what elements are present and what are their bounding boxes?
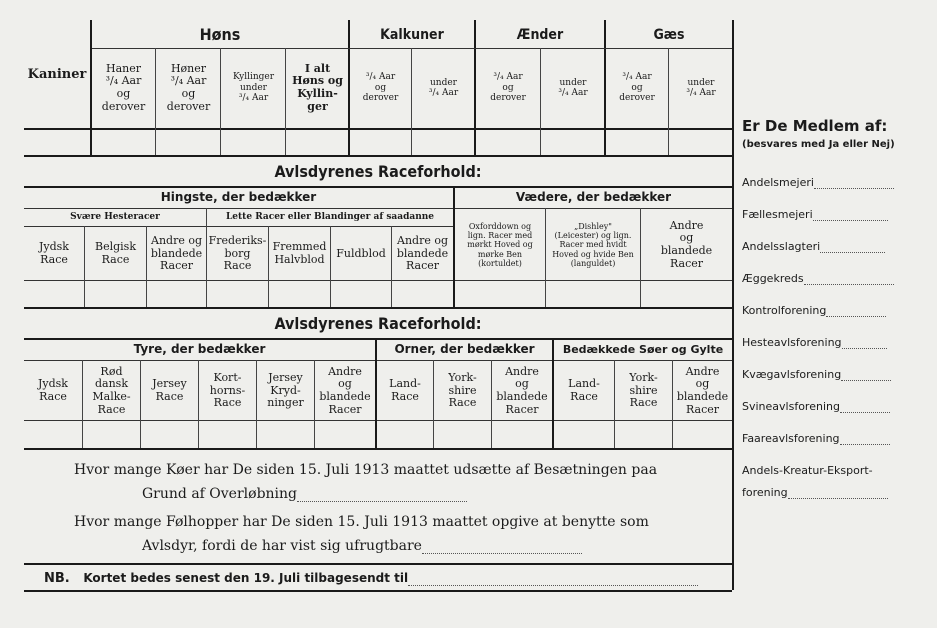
hesteavlsforening-answer[interactable]: [842, 348, 887, 349]
col-haner: Haner ³/₄ Aar og derover: [101, 61, 146, 113]
col-andre-orne: Andre og blandede Racer: [496, 364, 548, 416]
col-belgisk: Belgisk Race: [95, 240, 136, 266]
membership-eksportforening-line2: forening: [742, 486, 888, 499]
membership-hesteavlsforening: Hesteavlsforening: [742, 336, 887, 349]
col-york-orne: York- shire Race: [448, 371, 477, 410]
andelsslagteri-answer[interactable]: [820, 252, 885, 253]
orner-header: Orner, der bedækker: [394, 342, 535, 357]
membership-andelsmejeri: Andelsmejeri: [742, 176, 894, 189]
col-fuldblod: Fuldblod: [336, 246, 386, 260]
faareavlsforening-answer[interactable]: [840, 444, 890, 445]
membership-faellesmejeri: Fællesmejeri: [742, 208, 888, 221]
col-gaes-over: ³/₄ Aar og derover: [619, 72, 655, 104]
membership-svineavlsforening: Svineavlsforening: [742, 400, 890, 413]
svaere-header: Svære Hesteracer: [70, 212, 160, 223]
aender-header: Ænder: [516, 26, 564, 43]
kontrolforening-answer[interactable]: [826, 316, 886, 317]
kvaegavlsforening-answer[interactable]: [841, 380, 891, 381]
col-york-so: York- shire Race: [629, 371, 658, 410]
hingste-header: Hingste, der bedække​r: [160, 190, 317, 205]
membership-faareavlsforening: Faareavlsforening: [742, 432, 890, 445]
section2-title: Avlsdyrenes Raceforhold:: [274, 313, 482, 333]
section1-title: Avlsdyrenes Raceforhold:: [274, 161, 482, 181]
nb-label: NB.: [44, 571, 70, 586]
hons-header: Høns: [199, 24, 241, 44]
nb-text: Kortet bedes senest den 19. Juli tilbagesendt til: [83, 571, 409, 585]
col-andre-faar: Andre og blandede Racer: [660, 218, 713, 270]
col-andre-so: Andre og blandede Racer: [676, 364, 729, 416]
col-land-so: Land- Race: [568, 377, 600, 403]
membership-kontrolforening: Kontrolforening: [742, 304, 886, 317]
col-korthorns: Kort- horns- Race: [209, 371, 246, 410]
col-fremmed: Fremmed Halvblod: [272, 240, 327, 266]
question1-answer-line[interactable]: [297, 501, 467, 502]
question2-line2: [142, 538, 582, 554]
col-andre-hest1: Andre og blandede Racer: [150, 234, 203, 273]
lette-header: Lette Racer eller Blandinger af saadanne: [225, 212, 435, 223]
membership-aeggekreds: Æggekreds: [742, 272, 894, 285]
nb-line: [44, 571, 698, 586]
tyre-header: Tyre, der bedækker: [133, 342, 266, 357]
col-kalk-over: ³/₄ Aar og derover: [362, 72, 399, 104]
col-jydsk-tyr: Jydsk Race: [38, 377, 68, 403]
membership-kvaegavlsforening: Kvægavlsforening: [742, 368, 891, 381]
aeggekreds-answer[interactable]: [804, 284, 894, 285]
question1-line1: Hvor mange Køer har De siden 15. Juli 1913 maattet udsætte af Besætningen paa: [74, 462, 658, 478]
col-honer: Høner ³/₄ Aar og derover: [166, 61, 211, 113]
svineavlsforening-answer[interactable]: [840, 412, 890, 413]
eksportforening-answer[interactable]: [788, 498, 888, 499]
return-address-line[interactable]: [408, 585, 698, 586]
vaedere-header: Vædere, der bedækker: [515, 190, 672, 205]
col-kalk-under: under ³/₄ Aar: [428, 77, 459, 98]
kaniner-header: Kaniner: [27, 66, 87, 82]
col-aend-over: ³/₄ Aar og derover: [490, 72, 526, 104]
membership-andelsslagteri: Andelsslagteri: [742, 240, 885, 253]
membership-eksportforening-line1: Andels-Kreatur-Eksport-: [742, 464, 873, 477]
question2-line1: Hvor mange Følhopper har De siden 15. Juli 1913 maattet opgive at benytte som: [74, 514, 649, 530]
col-andre-hest2: Andre og blandede Racer: [396, 234, 449, 273]
col-jydsk-hest: Jydsk Race: [39, 240, 69, 266]
col-oxford: Oxforddown og lign. Racer med mørkt Hoved og mørke Ben (kortuldet): [467, 222, 533, 268]
andelsmejeri-answer[interactable]: [814, 188, 894, 189]
question1-line2: [142, 486, 467, 502]
kalkuner-header: Kalkuner: [380, 26, 444, 43]
col-aend-under: under ³/₄ Aar: [558, 77, 588, 98]
col-jersey-kryd: Jersey Kryd- ninger: [267, 371, 304, 410]
col-jersey: Jersey Race: [152, 377, 187, 403]
col-frederiksborg: Frederiks- borg Race: [208, 234, 267, 273]
faellesmejeri-answer[interactable]: [813, 220, 888, 221]
col-land-orne: Land- Race: [389, 377, 421, 403]
col-rod-dansk: Rød dansk Malke- Race: [92, 364, 131, 416]
col-andre-tyr: Andre og blandede Racer: [319, 364, 371, 416]
col-kyllinger: Kyllinger under ³/₄ Aar: [232, 72, 275, 104]
question1-text: Grund af Overløbning: [142, 486, 298, 502]
question2-text: Avlsdyr, fordi de har vist sig ufrugtbare: [142, 538, 422, 554]
col-gaes-under: under ³/₄ Aar: [686, 77, 716, 98]
col-ialt: I alt Høns og Kyllin- ger: [292, 61, 343, 113]
soer-header: Bedækkede Søer og Gylte: [562, 342, 724, 356]
sidebar-subheading: (besvares med Ja eller Nej): [742, 139, 895, 150]
gaes-header: Gæs: [653, 26, 685, 43]
col-dishley: „Dishley" (Leicester) og lign. Racer med hvidt Hoved og hvide Ben (languldet): [552, 222, 634, 268]
question2-answer-line[interactable]: [422, 553, 582, 554]
sidebar-heading: Er De Medlem af:: [742, 117, 888, 135]
